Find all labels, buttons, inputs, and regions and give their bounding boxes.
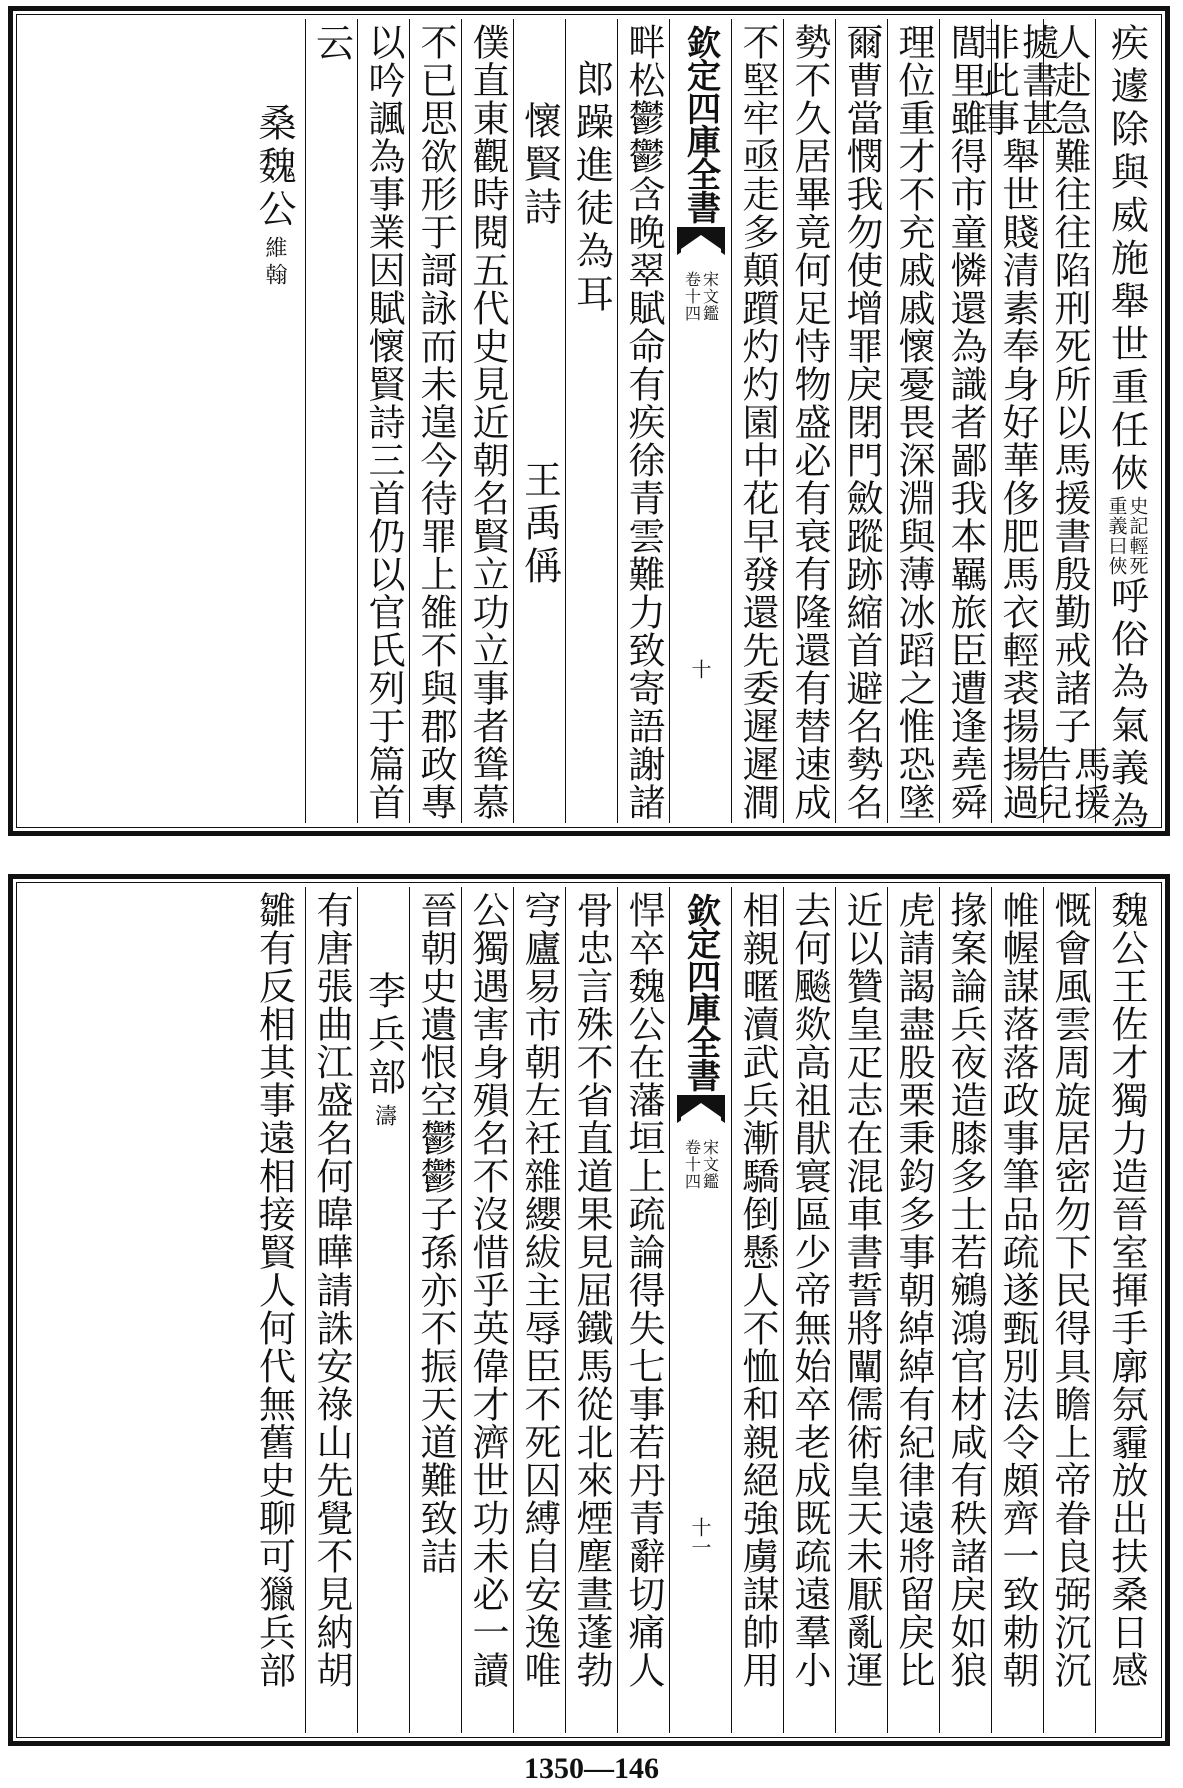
column-text: 虎請謁盡股栗秉鈞多事朝綽綽有紀律遠將留戾比 xyxy=(892,891,935,1689)
library-title: 欽定四庫全書 xyxy=(680,893,721,1091)
text-column xyxy=(305,887,357,1733)
text-column xyxy=(1095,19,1157,834)
text-column xyxy=(461,887,513,1733)
text-column xyxy=(991,887,1043,1733)
column-text: 掾案論兵夜造膝多士若鵷鴻官材咸有秩諸戾如狼 xyxy=(944,891,987,1689)
book-volume-label: 宋文鑑 卷十四 xyxy=(682,1139,720,1190)
text-column xyxy=(976,19,1059,823)
text-column xyxy=(617,887,669,1733)
column-text: 疾遽除與威施舉世重任俠 xyxy=(1104,23,1149,496)
column-text: 帷幄謀落落政事筆品疏遂甄別法令頗齊一致勅朝 xyxy=(996,891,1039,1689)
text-column xyxy=(887,887,939,1733)
text-column xyxy=(409,887,461,1733)
section-subtitle: 李兵部 xyxy=(361,971,406,1100)
text-column xyxy=(513,887,565,1733)
text-column xyxy=(243,887,305,1733)
text-column xyxy=(461,19,513,823)
text-column xyxy=(1028,19,1111,823)
text-column xyxy=(409,19,461,823)
text-column xyxy=(887,19,939,823)
column-text: 僕直東觀時閱五代史見近朝名賢立功立事者聳慕 xyxy=(466,23,509,821)
column-text: 悍卒魏公在藩垣上疏論得失七事若丹青辭切痛人 xyxy=(622,891,665,1689)
column-text: 不堅牢亟走多顛躓灼灼園中花早發還先委遲遲澗 xyxy=(736,23,779,821)
column-text: 舉世賤清素奉身好華侈肥馬衣輕裘揚揚過 xyxy=(996,137,1039,821)
library-title: 欽定四庫全書 xyxy=(680,25,721,223)
text-column xyxy=(939,19,991,823)
text-column xyxy=(305,19,357,823)
text-column xyxy=(565,19,617,823)
poem-author: 王禹偁 xyxy=(517,460,562,589)
column-text: 畔松鬱鬱含晚翠賦命有疾徐青雲難力致寄語謝諸 xyxy=(622,23,665,821)
lower-page xyxy=(8,874,1170,1746)
column-text: 晉朝史遺恨空鬱鬱子孫亦不振天道難致詰 xyxy=(414,891,457,1575)
column-text: 勢不久居畢竟何足恃物盛必有衰有隆還有替速成 xyxy=(788,23,831,821)
text-column xyxy=(939,887,991,1733)
page-number: 1350—146 xyxy=(524,1752,659,1785)
column-text: 相親暱瀆武兵漸驕倒懸人不恤和親絕強虜謀帥用 xyxy=(736,891,779,1689)
text-column xyxy=(1095,887,1157,1733)
column-text: 呼俗為氣義為 xyxy=(1104,576,1149,834)
column-text: 公獨遇害身殞名不沒惜乎英偉才濟世功未必一讀 xyxy=(466,891,509,1689)
upper-page xyxy=(8,6,1170,836)
center-fold xyxy=(669,887,731,1733)
text-column xyxy=(1043,887,1095,1733)
column-text: 云 xyxy=(309,23,354,66)
section-subtitle: 桑魏公 xyxy=(252,103,296,232)
poem-title: 懷賢詩 xyxy=(517,101,562,230)
annotation-note: 馬援 告兒 xyxy=(1028,745,1111,821)
leaf-number: 十 xyxy=(688,659,712,679)
text-column xyxy=(731,19,783,823)
leaf-number: 十一 xyxy=(688,1517,712,1557)
column-text: 以吟諷為事業因賦懷賢詩三首仍以官氏列于篇首 xyxy=(362,23,405,821)
subtitle-note: 濤 xyxy=(371,1104,397,1131)
text-column xyxy=(731,887,783,1733)
title-column xyxy=(513,19,565,823)
text-column xyxy=(835,19,887,823)
text-column xyxy=(357,19,409,823)
annotation-note: 史記輕死 重義曰俠 xyxy=(1105,496,1149,576)
column-text: 有唐張曲江盛名何暐曄請誅安祿山先覺不見納胡 xyxy=(310,891,353,1689)
column-text: 閭里雖得市童憐還為識者鄙我本羈旅臣遭逢堯舜 xyxy=(944,23,987,821)
column-text: 穹廬易市朝左衽雜纓紱主辱臣不死囚縛自安逸唯 xyxy=(518,891,561,1689)
text-column xyxy=(617,19,669,823)
column-text: 理位重才不充戚戚懷憂畏深淵與薄冰蹈之惟恐墜 xyxy=(892,23,935,821)
subtitle-note: 維翰 xyxy=(262,236,287,290)
column-text: 慨會風雲周旋居密勿下民得具瞻上帝眷良弼沉沉 xyxy=(1048,891,1091,1689)
column-text: 近以贊皇疋志在混車書誓將闡儒術皇天未厭亂運 xyxy=(840,891,883,1689)
column-text: 不已思欲形于謌詠而未遑今待罪上雒不與郡政專 xyxy=(414,23,457,821)
text-column xyxy=(783,887,835,1733)
column-text: 郎躁進徒為耳 xyxy=(569,59,614,317)
column-text: 爾曹當憫我勿使增罪戾閉門斂蹤跡縮首避名勢名 xyxy=(840,23,883,821)
fishtail-mark-icon xyxy=(677,227,725,257)
column-text: 魏公王佐才獨力造晉室揮手廓氛霾放出扶桑日感 xyxy=(1105,891,1148,1689)
center-fold xyxy=(669,19,731,823)
fishtail-mark-icon xyxy=(677,1095,725,1125)
text-column xyxy=(835,887,887,1733)
column-text: 去何飈欻高祖猒寰區少帝無始卒老成既疏遠羣小 xyxy=(788,891,831,1689)
column-text: 骨忠言殊不省直道果見屈鐵馬從北來煙塵晝蓬勃 xyxy=(570,891,613,1689)
column-text: 人赴急難往往陷刑死所以馬援書殷勤戒諸子 xyxy=(1048,23,1091,745)
subtitle-column xyxy=(357,887,409,1733)
text-column xyxy=(565,887,617,1733)
subtitle-column xyxy=(243,19,305,823)
text-column xyxy=(783,19,835,823)
book-volume-label: 宋文鑑 卷十四 xyxy=(682,271,720,322)
column-text: 雛有反相其事遠相接賢人何代無舊史聊可獵兵部 xyxy=(252,891,296,1689)
annotation-note: 㨿書甚 非此事 xyxy=(976,23,1059,137)
